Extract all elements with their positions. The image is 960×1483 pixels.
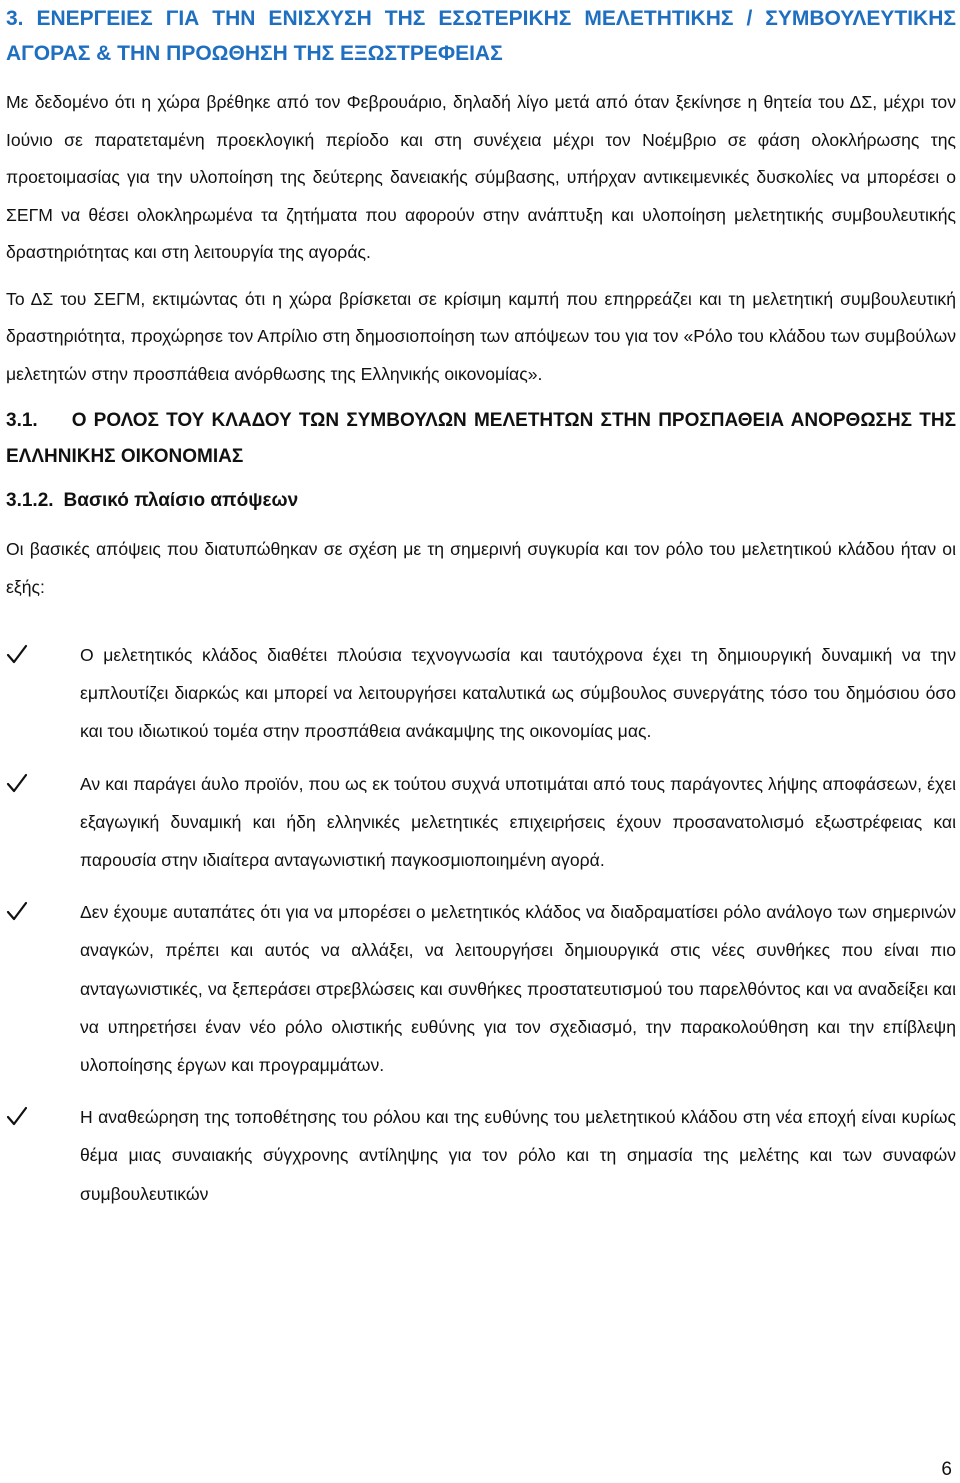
subsection-heading xyxy=(6,403,956,475)
subsubsection-heading xyxy=(6,483,956,519)
subsubsection-title: Βασικό πλαίσιο απόψεων xyxy=(63,490,299,511)
subsubsection-number: 3.1.2. xyxy=(6,490,54,511)
checkmark-icon xyxy=(6,900,28,922)
page-number: 6 xyxy=(941,1459,952,1480)
document-page xyxy=(6,0,956,1227)
list-item-text: Δεν έχουμε αυταπάτες ότι για να μπορέσει ο μελετητικός κλάδος να διαδραματίσει ρόλο ανάλογο των σημερινών αναγκών, πρέπει και αυτός να αλλάξει, να λειτουργήσει δημιουργικά στις νέες συνθήκες που είναι πιο ανταγωνιστικές, να ξεπεράσει στρεβλώσεις και συνθήκες προστατευτισμού του παρελθόντος και να αναδείξει και να υπηρετήσει έναν νέο ρόλο ολιστικής ευθύνης για τον σχεδιασμό, την παρακολούθηση και την επίβλεψη υλοποίησης έργων και προγραμμάτων. xyxy=(80,902,956,1076)
list-item-text: Αν και παράγει άυλο προϊόν, που ως εκ τούτου συχνά υποτιμάται από τους παράγοντες λήψης αποφάσεων, έχει εξαγωγική δυναμική και ήδη ελληνικές μελετητικές επιχειρήσεις έχουν προσανατολισμό εξωστρέφειας και παρουσία στην ιδιαίτερα ανταγωνιστική παγκοσμιοποιημένη αγορά. xyxy=(80,773,956,871)
paragraph-intro: Με δεδομένο ότι η χώρα βρέθηκε από τον Φεβρουάριο, δηλαδή λίγο μετά από όταν ξεκίνησε η θητεία του ΔΣ, μέχρι τον Ιούνιο σε παρατεταμένη προεκλογική περίοδο και στη συνέχεια μέχρι τον Νοέμβριο σε φάση ολοκλήρωσης της προετοιμασίας για την υλοποίηση της δεύτερης δανειακής σύμβασης, υπήρχαν αντικειμενικές δυσκολίες να μπορέσει ο ΣΕΓΜ να θέσει ολοκληρωμένα τα ζητήματα που αφορούν στην ανάπτυξη και υλοποίηση μελετητικής συμβουλευτικής δραστηριότητας και στη λειτουργία της αγοράς. xyxy=(6,92,956,262)
subsection-title: Ο ΡΟΛΟΣ ΤΟΥ ΚΛΑΔΟΥ ΤΩΝ ΣΥΜΒΟΥΛΩΝ ΜΕΛΕΤΗΤΩΝ ΣΤΗΝ ΠΡΟΣΠΑΘΕΙΑ ΑΝΟΡΘΩΣΗΣ ΤΗΣ ΕΛΛΗΝΙΚΗΣ ΟΙΚΟΝΟΜΙΑΣ xyxy=(6,410,956,467)
checkmark-icon xyxy=(6,772,28,794)
views-list xyxy=(6,636,956,1213)
paragraph-views-intro: Οι βασικές απόψεις που διατυπώθηκαν σε σχέση με τη σημερινή συγκυρία και τον ρόλο του μελετητικού κλάδου ήταν οι εξής: xyxy=(6,539,956,597)
checkmark-icon xyxy=(6,1105,28,1127)
paragraph-board: Το ΔΣ του ΣΕΓΜ, εκτιμώντας ότι η χώρα βρίσκεται σε κρίσιμη καμπή που επηρρεάζει και τη μελετητική συμβουλευτική δραστηριότητα, προχώρησε τον Απρίλιο στη δημοσιοποίηση των απόψεων του για τον «Ρόλο του κλάδου των συμβούλων μελετητών στην προσπάθεια ανόρθωσης της Ελληνικής οικονομίας». xyxy=(6,288,956,384)
list-item-text: Ο μελετητικός κλάδος διαθέτει πλούσια τεχνογνωσία και ταυτόχρονα έχει τη δημιουργική δυναμική να την εμπλουτίζει διαρκώς και μπορεί να λειτουργήσει καταλυτικά ως σύμβουλος συνεργάτης τόσο του δημόσιου όσο και του ιδιωτικού τομέα στην προσπάθεια ανάκαμψης της οικονομίας μας. xyxy=(80,645,956,742)
list-item xyxy=(6,1098,956,1213)
list-item xyxy=(6,765,956,880)
subsection-number: 3.1. xyxy=(6,410,38,431)
list-item xyxy=(6,636,956,751)
list-item xyxy=(6,893,956,1084)
list-item-text: Η αναθεώρηση της τοποθέτησης του ρόλου και της ευθύνης του μελετητικού κλάδου στη νέα εποχή είναι κυρίως θέμα μιας συναιακής σύγχρονης αντίληψης για τον ρόλο και τη σημασία της μελέτης και των συναφών συμβουλευτικών xyxy=(80,1107,956,1204)
section-heading: 3. ΕΝΕΡΓΕΙΕΣ ΓΙΑ ΤΗΝ ΕΝΙΣΧΥΣΗ ΤΗΣ ΕΣΩΤΕΡΙΚΗΣ ΜΕΛΕΤΗΤΙΚΗΣ / ΣΥΜΒΟΥΛΕΥΤΙΚΗΣ ΑΓΟΡΑΣ & ΤΗΝ ΠΡΟΩΘΗΣΗ ΤΗΣ ΕΞΩΣΤΡΕΦΕΙΑΣ xyxy=(6,7,956,65)
checkmark-icon xyxy=(6,643,28,665)
